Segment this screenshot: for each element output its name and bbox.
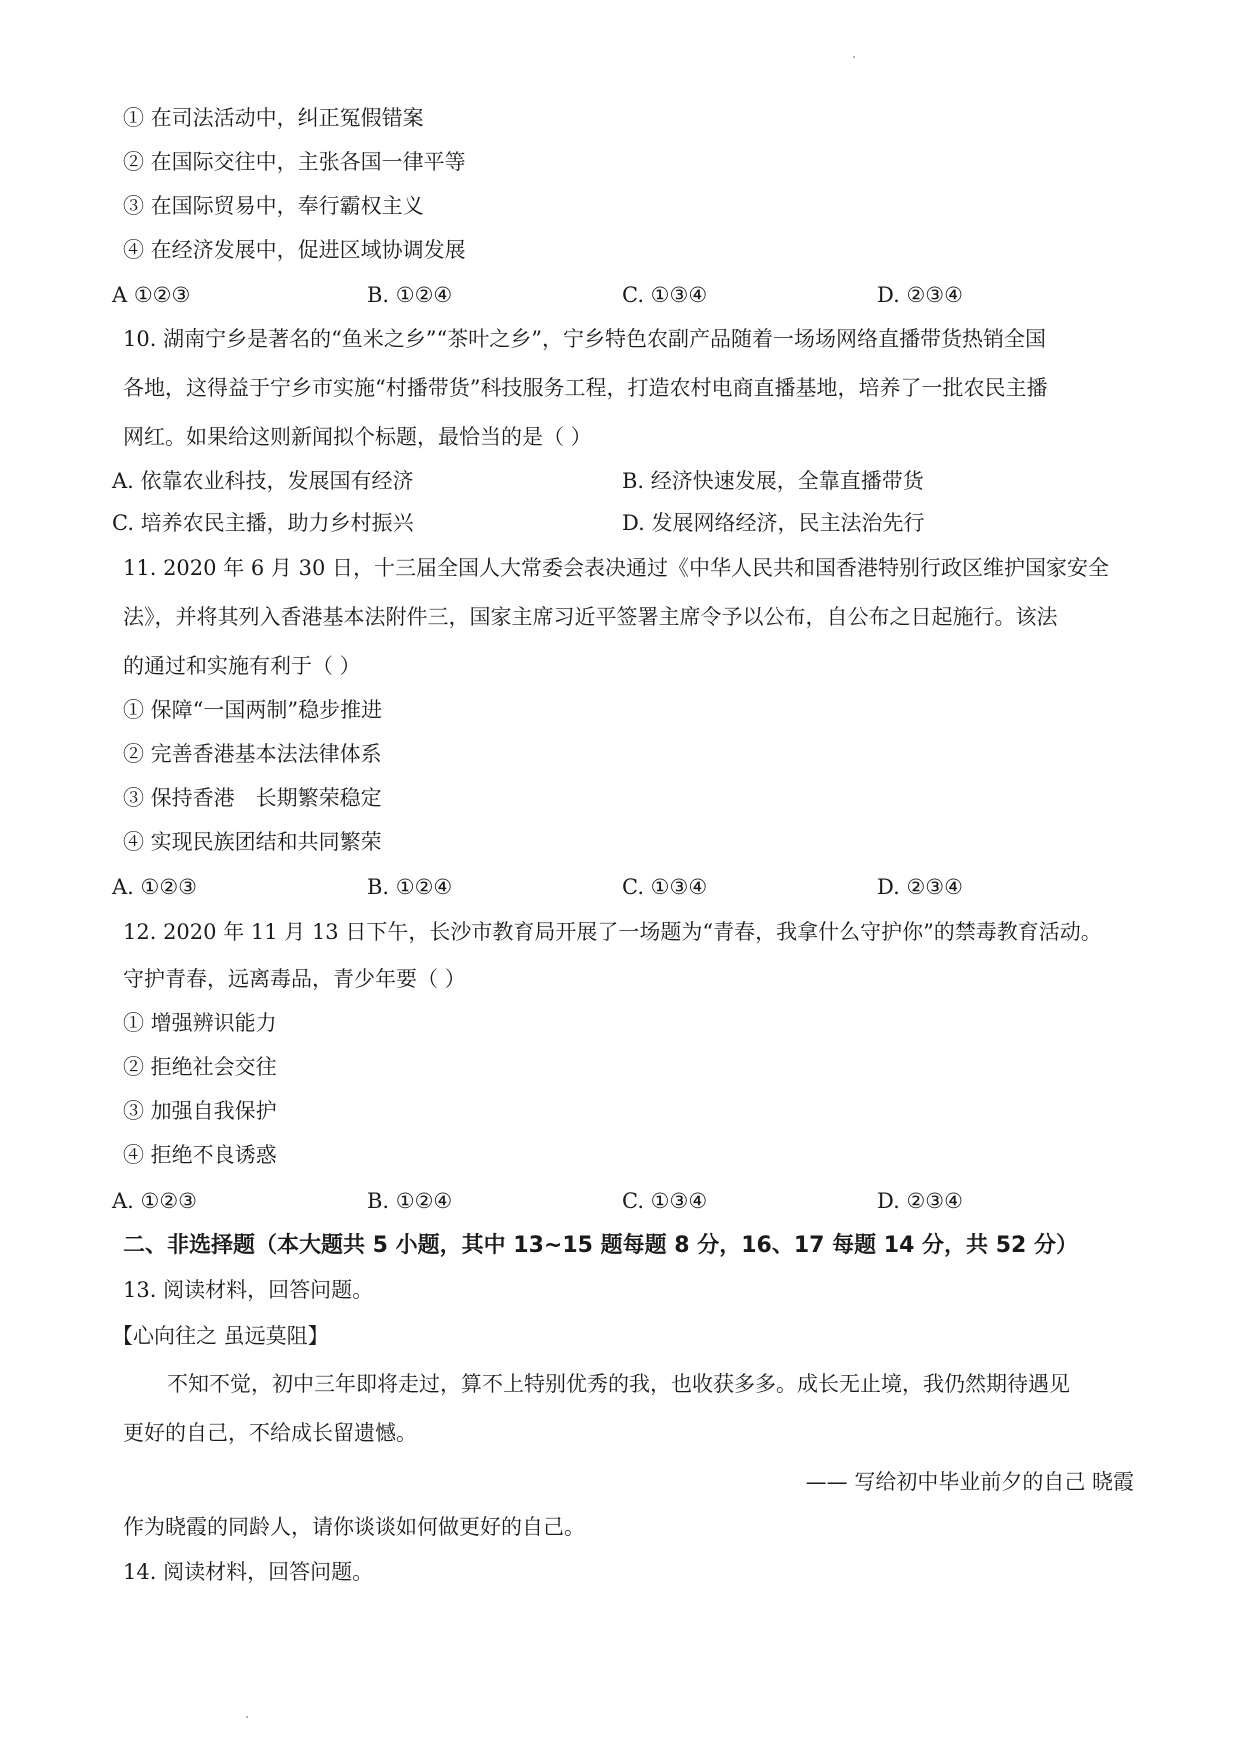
q12-option-b: B. ①②④	[367, 1189, 453, 1213]
q14-stem: 14. 阅读材料，回答问题。	[123, 1560, 374, 1584]
q9-option-c: C. ①③④	[622, 283, 708, 307]
q12-option-a: A. ①②③	[112, 1189, 197, 1213]
q9-item-1: ① 在司法活动中，纠正冤假错案	[123, 106, 424, 130]
q13-question: 作为晓霞的同龄人，请你谈谈如何做更好的自己。	[123, 1515, 585, 1539]
q11-stem-line-2: 法》，并将其列入香港基本法附件三，国家主席习近平签署主席令予以公布，自公布之日起施行。该法	[123, 605, 1058, 629]
q11-item-2: ② 完善香港基本法法律体系	[123, 742, 382, 766]
q13-material-line-2: 更好的自己，不给成长留遗憾。	[123, 1421, 417, 1445]
q13-material-signature: —— 写给初中毕业前夕的自己 晓霞	[805, 1470, 1134, 1494]
q13-stem: 13. 阅读材料，回答问题。	[123, 1278, 374, 1302]
q12-item-2: ② 拒绝社会交往	[123, 1055, 277, 1079]
q11-item-1: ① 保障“一国两制”稳步推进	[123, 698, 383, 722]
section-2-title: 二、非选择题（本大题共 5 小题，其中 13~15 题每题 8 分，16、17 每题 14 分，共 52 分）	[123, 1233, 1078, 1258]
q10-option-a: A. 依靠农业科技，发展国有经济	[112, 469, 414, 493]
q13-material-line-1: 不知不觉，初中三年即将走过，算不上特别优秀的我，也收获多多。成长无止境，我仍然期待遇见	[167, 1372, 1070, 1396]
page-speck-top	[853, 56, 855, 58]
q11-option-a: A. ①②③	[112, 875, 197, 899]
q11-option-d: D. ②③④	[877, 875, 963, 899]
q10-option-b: B. 经济快速发展，全靠直播带货	[622, 469, 924, 493]
q10-stem-line-2: 各地，这得益于宁乡市实施“村播带货”科技服务工程，打造农村电商直播基地，培养了一批农民主播	[123, 376, 1048, 400]
q9-item-4: ④ 在经济发展中，促进区域协调发展	[123, 238, 466, 262]
q9-item-3: ③ 在国际贸易中，奉行霸权主义	[123, 194, 424, 218]
q9-option-d: D. ②③④	[877, 283, 963, 307]
q11-option-c: C. ①③④	[622, 875, 708, 899]
q12-option-d: D. ②③④	[877, 1189, 963, 1213]
q9-option-a: A ①②③	[112, 283, 191, 307]
q11-stem-line-1: 11. 2020 年 6 月 30 日，十三届全国人大常委会表决通过《中华人民共和国香港特别行政区维护国家安全	[123, 556, 1109, 580]
q12-stem-line-1: 12. 2020 年 11 月 13 日下午，长沙市教育局开展了一场题为“青春，我拿什么守护你”的禁毒教育活动。	[123, 920, 1102, 944]
q10-option-d: D. 发展网络经济，民主法治先行	[622, 511, 925, 535]
q9-option-b: B. ①②④	[367, 283, 453, 307]
q9-item-2: ② 在国际交往中，主张各国一律平等	[123, 150, 466, 174]
q12-item-1: ① 增强辨识能力	[123, 1011, 277, 1035]
q12-option-c: C. ①③④	[622, 1189, 708, 1213]
q10-stem-line-1: 10. 湖南宁乡是著名的“鱼米之乡”“茶叶之乡”，宁乡特色农副产品随着一场场网络直播带货热销全国	[123, 327, 1047, 351]
q11-item-3: ③ 保持香港 长期繁荣稳定	[123, 786, 382, 810]
page-speck-bottom	[246, 1716, 248, 1718]
q11-item-4: ④ 实现民族团结和共同繁荣	[123, 830, 382, 854]
q12-item-4: ④ 拒绝不良诱惑	[123, 1143, 277, 1167]
q13-material-heading: 【心向往之 虽远莫阻】	[112, 1324, 329, 1348]
q12-item-3: ③ 加强自我保护	[123, 1099, 277, 1123]
q12-stem-line-2: 守护青春，远离毒品，青少年要（ ）	[123, 967, 466, 991]
q11-stem-line-3: 的通过和实施有利于（ ）	[123, 654, 361, 678]
q11-option-b: B. ①②④	[367, 875, 453, 899]
q10-option-c: C. 培养农民主播，助力乡村振兴	[112, 511, 414, 535]
q10-stem-line-3: 网红。如果给这则新闻拟个标题，最恰当的是（ ）	[123, 425, 592, 449]
